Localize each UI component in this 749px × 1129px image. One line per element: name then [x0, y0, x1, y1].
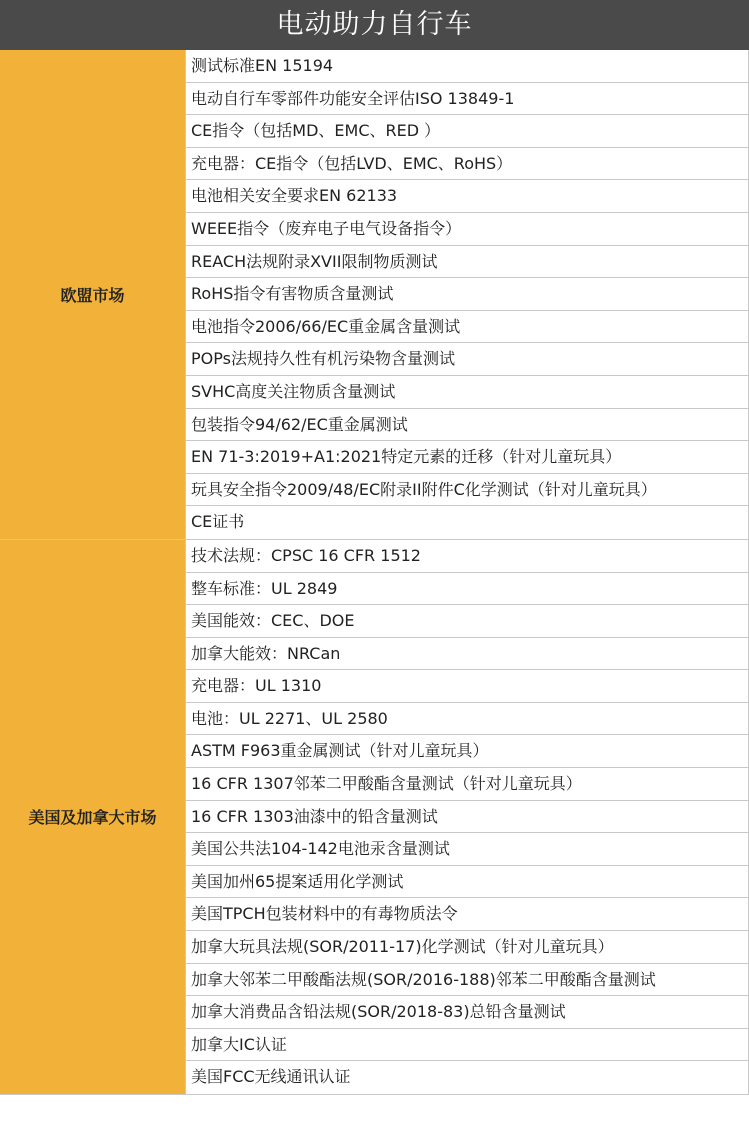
list-item: 美国加州65提案适用化学测试 [186, 866, 748, 899]
list-item: RoHS指令有害物质含量测试 [186, 278, 748, 311]
list-item: 整车标准：UL 2849 [186, 573, 748, 606]
list-item: 16 CFR 1303油漆中的铅含量测试 [186, 801, 748, 834]
list-item: 包装指令94/62/EC重金属测试 [186, 409, 748, 442]
section-items [186, 50, 749, 539]
list-item: 电池相关安全要求EN 62133 [186, 180, 748, 213]
list-item: 加拿大能效：NRCan [186, 638, 748, 671]
section-label: 美国及加拿大市场 [0, 540, 186, 1094]
list-item: 电池：UL 2271、UL 2580 [186, 703, 748, 736]
list-item: 电动自行车零部件功能安全评估ISO 13849-1 [186, 83, 748, 116]
section-eu [0, 50, 749, 540]
section-us-canada [0, 540, 749, 1095]
list-item: 加拿大玩具法规(SOR/2011-17)化学测试（针对儿童玩具） [186, 931, 748, 964]
section-label: 欧盟市场 [0, 50, 186, 539]
list-item: 加拿大邻苯二甲酸酯法规(SOR/2016-188)邻苯二甲酸酯含量测试 [186, 964, 748, 997]
list-item: EN 71-3:2019+A1:2021特定元素的迁移（针对儿童玩具） [186, 441, 748, 474]
table-title: 电动助力自行车 [0, 0, 749, 50]
section-items [186, 540, 749, 1094]
list-item: ASTM F963重金属测试（针对儿童玩具） [186, 735, 748, 768]
list-item: 测试标准EN 15194 [186, 50, 748, 83]
list-item: 电池指令2006/66/EC重金属含量测试 [186, 311, 748, 344]
list-item: 加拿大IC认证 [186, 1029, 748, 1062]
list-item: 美国公共法104-142电池汞含量测试 [186, 833, 748, 866]
list-item: 技术法规：CPSC 16 CFR 1512 [186, 540, 748, 573]
list-item: 玩具安全指令2009/48/EC附录II附件C化学测试（针对儿童玩具） [186, 474, 748, 507]
list-item: SVHC高度关注物质含量测试 [186, 376, 748, 409]
list-item: CE指令（包括MD、EMC、RED ） [186, 115, 748, 148]
list-item: WEEE指令（废弃电子电气设备指令） [186, 213, 748, 246]
list-item: REACH法规附录XVII限制物质测试 [186, 246, 748, 279]
list-item: 16 CFR 1307邻苯二甲酸酯含量测试（针对儿童玩具） [186, 768, 748, 801]
list-item: 充电器：UL 1310 [186, 670, 748, 703]
list-item: 美国FCC无线通讯认证 [191, 1067, 351, 1087]
list-item: 充电器：CE指令（包括LVD、EMC、RoHS） [186, 148, 748, 181]
list-item: POPs法规持久性有机污染物含量测试 [186, 343, 748, 376]
list-item: 加拿大消费品含铅法规(SOR/2018-83)总铅含量测试 [186, 996, 748, 1029]
list-item: 美国能效：CEC、DOE [186, 605, 748, 638]
list-item: CE证书 [191, 512, 245, 532]
list-item: 美国TPCH包装材料中的有毒物质法令 [186, 898, 748, 931]
